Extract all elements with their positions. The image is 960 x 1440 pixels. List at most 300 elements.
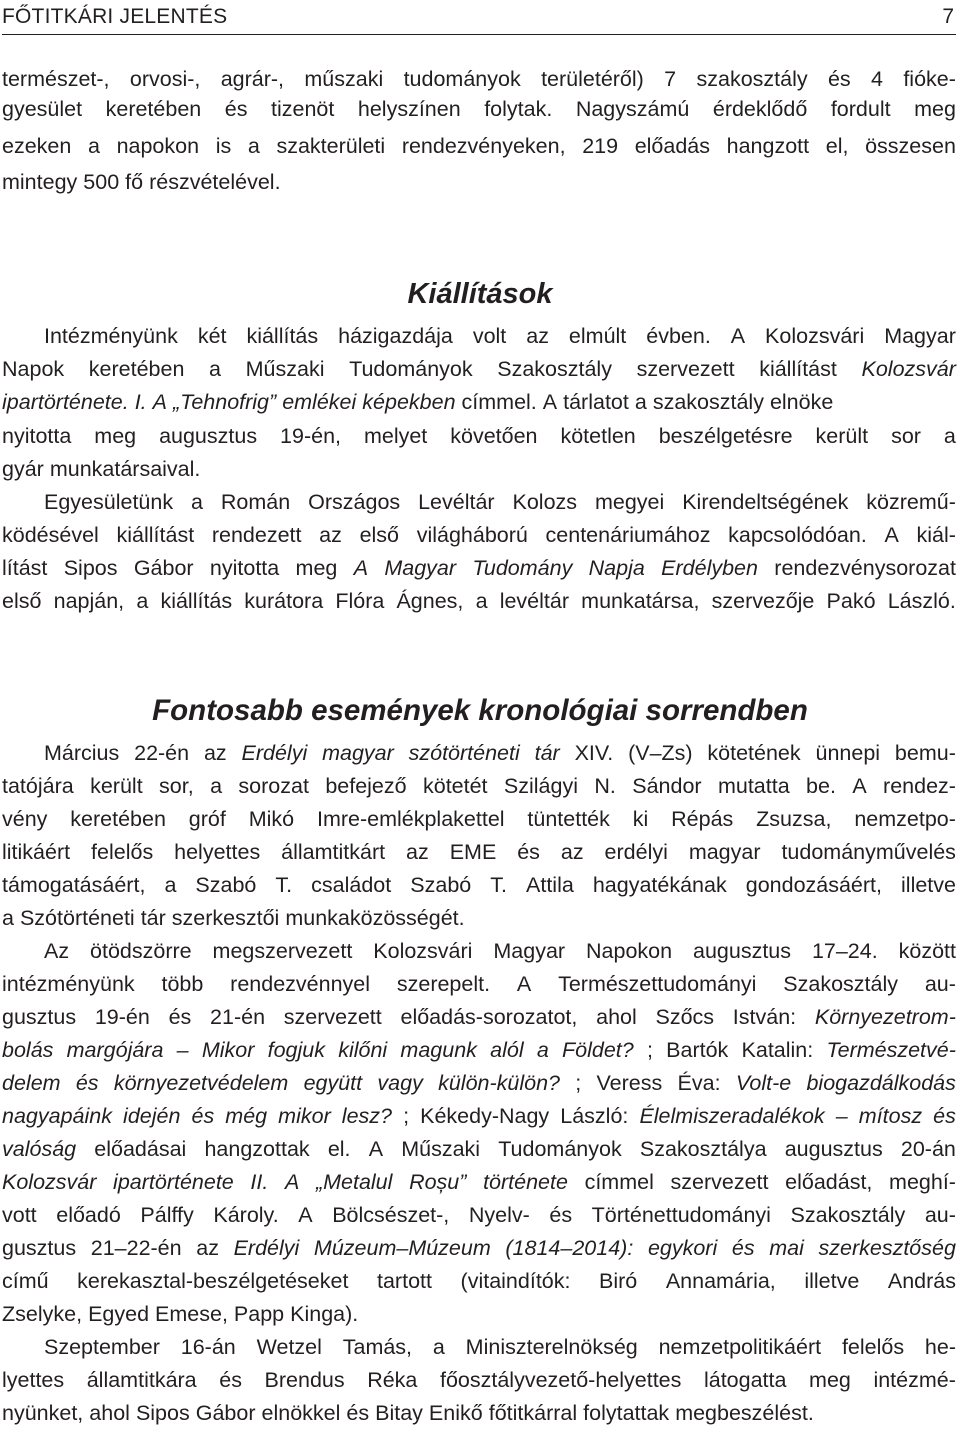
word: és bbox=[731, 1236, 755, 1260]
word: Erdélyben bbox=[661, 556, 758, 580]
word: Szilágyi bbox=[503, 774, 578, 798]
word: Pálffy bbox=[140, 1203, 194, 1227]
word: N. bbox=[594, 774, 616, 798]
word: ahol bbox=[89, 1401, 130, 1425]
word: kiállítást bbox=[759, 357, 837, 381]
word: szervezett bbox=[283, 1005, 382, 1029]
word: első bbox=[359, 523, 400, 547]
word: rendezvényeken, bbox=[401, 134, 566, 158]
word: nyünket, bbox=[2, 1401, 84, 1425]
word: előadás bbox=[634, 134, 711, 158]
word: ; bbox=[403, 1104, 410, 1128]
word: folytak. bbox=[484, 97, 553, 121]
word: rendezett bbox=[211, 523, 302, 547]
word: keretében bbox=[70, 807, 166, 831]
word: gróf bbox=[188, 807, 226, 831]
word: Élelmiszeradalékok bbox=[639, 1104, 825, 1128]
word: természet-, bbox=[2, 67, 110, 91]
word: 22-én bbox=[134, 741, 190, 765]
word: főtitkárral bbox=[488, 1401, 578, 1425]
word: szakterületi bbox=[276, 134, 386, 158]
word: munkaközösségét. bbox=[285, 906, 465, 930]
word: évben. bbox=[646, 324, 711, 348]
text-line bbox=[2, 354, 956, 384]
text-line bbox=[2, 1134, 956, 1164]
word: magyar bbox=[688, 840, 761, 864]
word: lítást bbox=[2, 556, 48, 580]
word: környezetvédelem bbox=[113, 1071, 289, 1095]
word: az bbox=[526, 324, 549, 348]
word: Roșu” bbox=[409, 1170, 467, 1194]
text-line bbox=[44, 321, 956, 351]
text-line bbox=[2, 1068, 956, 1098]
word: szakosztály bbox=[696, 67, 808, 91]
word: el, bbox=[825, 134, 849, 158]
word: szervezett bbox=[636, 357, 735, 381]
word: érdeklődő bbox=[712, 97, 808, 121]
word: András bbox=[887, 1269, 956, 1293]
word: és bbox=[517, 840, 540, 864]
word: Kolozs bbox=[512, 490, 578, 514]
word: A bbox=[298, 1203, 313, 1227]
word: augusztus bbox=[784, 1137, 883, 1161]
word: meg bbox=[914, 97, 956, 121]
word: A bbox=[284, 1170, 300, 1194]
word: erdélyi bbox=[604, 840, 668, 864]
word: beszélgetésre bbox=[658, 424, 793, 448]
word: A bbox=[516, 972, 532, 996]
word: előadásai bbox=[94, 1137, 187, 1161]
word: levéltár bbox=[499, 589, 569, 613]
word: Földet? bbox=[562, 1038, 634, 1062]
word: 500 bbox=[83, 170, 120, 194]
word: Miniszterelnökség bbox=[465, 1335, 638, 1359]
word: László: bbox=[560, 1104, 629, 1128]
word: 21–22-én bbox=[90, 1236, 182, 1260]
word: Attila bbox=[526, 873, 574, 897]
word: kurátora bbox=[244, 589, 324, 613]
word: emlékei bbox=[282, 390, 357, 414]
word: tartott bbox=[377, 1269, 432, 1293]
word: intézmé- bbox=[873, 1368, 956, 1392]
header-title: FŐTITKÁRI JELENTÉS bbox=[2, 5, 228, 28]
word: területéről) bbox=[541, 67, 644, 91]
word: Biró bbox=[599, 1269, 638, 1293]
word: margójára bbox=[66, 1038, 164, 1062]
word: megszervezett bbox=[212, 939, 353, 963]
word: augusztus bbox=[693, 939, 792, 963]
word: világháború bbox=[416, 523, 528, 547]
word: Annamária, bbox=[665, 1269, 776, 1293]
word: több bbox=[161, 972, 204, 996]
word: meg bbox=[94, 424, 137, 448]
word: A bbox=[368, 1137, 384, 1161]
text-line bbox=[2, 870, 956, 900]
word: elnöke bbox=[769, 390, 834, 414]
word: Történettudományi bbox=[591, 1203, 771, 1227]
text-line bbox=[2, 1035, 956, 1065]
word: látogatta bbox=[703, 1368, 787, 1392]
word: befejező bbox=[325, 774, 407, 798]
word: Természetvé- bbox=[826, 1038, 956, 1062]
word: szervezett bbox=[670, 1170, 769, 1194]
word: Bitay bbox=[375, 1401, 423, 1425]
text-line bbox=[44, 1332, 956, 1362]
text-line bbox=[2, 1398, 956, 1428]
word: Szakosztály bbox=[497, 357, 612, 381]
word: 4 bbox=[871, 67, 883, 91]
word: Nagyszámú bbox=[575, 97, 690, 121]
word: mutatta bbox=[717, 774, 790, 798]
word: felelős bbox=[841, 1335, 905, 1359]
word: felelős bbox=[91, 840, 154, 864]
word: Szabó bbox=[410, 873, 472, 897]
word: A bbox=[353, 556, 369, 580]
word: című bbox=[2, 1269, 49, 1293]
word: Kolozsvári bbox=[765, 324, 865, 348]
word: el. bbox=[327, 1137, 351, 1161]
word: Brendus bbox=[264, 1368, 345, 1392]
word: két bbox=[197, 324, 227, 348]
word: tizenöt bbox=[271, 97, 335, 121]
word: Kinga). bbox=[290, 1302, 359, 1326]
word: mintegy bbox=[2, 170, 78, 194]
word: „Tehnofrig” bbox=[173, 390, 277, 414]
word: magunk bbox=[400, 1038, 477, 1062]
word: Természettudományi bbox=[558, 972, 757, 996]
word: Bölcsészet-, bbox=[332, 1203, 450, 1227]
word: nagyapáink bbox=[2, 1104, 112, 1128]
word: agrár-, bbox=[220, 67, 285, 91]
word: is bbox=[215, 134, 232, 158]
word: Intézményünk bbox=[44, 324, 178, 348]
word: A bbox=[152, 390, 167, 414]
word: munkatársaival. bbox=[49, 457, 201, 481]
word: az bbox=[406, 840, 429, 864]
word: kötetének bbox=[707, 741, 801, 765]
word: – bbox=[176, 1038, 189, 1062]
word: még bbox=[225, 1104, 268, 1128]
word: a bbox=[87, 134, 100, 158]
word: szerkesztőség bbox=[818, 1236, 956, 1260]
word: és bbox=[224, 97, 248, 121]
word: kerekasztal-beszélgetéseket bbox=[77, 1269, 349, 1293]
word: Ágnes, bbox=[396, 589, 464, 613]
word: Volt-e bbox=[735, 1071, 792, 1095]
word: összesen bbox=[865, 134, 956, 158]
word: képekben bbox=[362, 390, 456, 414]
word: Mikor bbox=[201, 1038, 255, 1062]
word: az bbox=[203, 741, 227, 765]
word: kötetét bbox=[422, 774, 488, 798]
word: története bbox=[483, 1170, 568, 1194]
word: tüntették bbox=[527, 807, 610, 831]
text-line bbox=[2, 1002, 956, 1032]
word: magyar bbox=[322, 741, 394, 765]
word: a bbox=[210, 774, 223, 798]
word: delem bbox=[2, 1071, 61, 1095]
word: nemzetpo- bbox=[854, 807, 956, 831]
word: a bbox=[136, 589, 149, 613]
word: biogazdálkodás bbox=[806, 1071, 956, 1095]
word: tudományművelés bbox=[781, 840, 956, 864]
text-line bbox=[2, 1101, 956, 1131]
word: kiállítás bbox=[246, 324, 319, 348]
text-line bbox=[2, 421, 956, 451]
word: T. bbox=[275, 873, 293, 897]
word: hagyatékának bbox=[592, 873, 727, 897]
word: elmúlt bbox=[568, 324, 627, 348]
word: Román bbox=[220, 490, 291, 514]
word: gondozásáért, bbox=[745, 873, 882, 897]
word: a bbox=[475, 589, 488, 613]
word: fordult bbox=[830, 97, 891, 121]
word: külön-külön? bbox=[438, 1071, 561, 1095]
word: ötödszörre bbox=[90, 939, 192, 963]
word: Wetzel bbox=[256, 1335, 322, 1359]
word: Erdélyi bbox=[233, 1236, 300, 1260]
word: ; bbox=[575, 1071, 582, 1095]
word: Nyelv- bbox=[468, 1203, 530, 1227]
word: vény bbox=[2, 807, 48, 831]
text-line bbox=[2, 1200, 956, 1230]
word: mikor bbox=[278, 1104, 331, 1128]
word: ahol bbox=[596, 1005, 637, 1029]
word: tárlatot bbox=[563, 390, 629, 414]
word: és bbox=[933, 1104, 956, 1128]
text-line bbox=[2, 1365, 956, 1395]
word: Sipos bbox=[63, 556, 118, 580]
word: kiál- bbox=[916, 523, 956, 547]
section-heading-kiallitasok: Kiállítások bbox=[407, 278, 553, 310]
text-line bbox=[2, 771, 956, 801]
word: bolás bbox=[2, 1038, 54, 1062]
text-line bbox=[2, 454, 956, 484]
word: Tudományok bbox=[498, 1137, 622, 1161]
word: főosztályvezető-helyettes bbox=[439, 1368, 682, 1392]
word: keretében bbox=[88, 357, 185, 381]
word: Magyar bbox=[384, 556, 457, 580]
word: Szakosztály bbox=[783, 972, 898, 996]
word: kiállítást bbox=[116, 523, 195, 547]
word: helyettes bbox=[174, 840, 261, 864]
word: 20-án bbox=[900, 1137, 956, 1161]
word: mítosz bbox=[858, 1104, 923, 1128]
word: meg bbox=[295, 556, 338, 580]
word: az bbox=[319, 523, 342, 547]
word: Múzeum–Múzeum bbox=[313, 1236, 491, 1260]
word: Gábor bbox=[195, 1401, 256, 1425]
word: Március bbox=[44, 741, 120, 765]
word: Levéltár bbox=[418, 490, 495, 514]
word: ünnepi bbox=[815, 741, 881, 765]
word: a bbox=[634, 390, 647, 414]
word: és bbox=[827, 67, 851, 91]
word: szótörténeti bbox=[408, 741, 520, 765]
word: II. bbox=[250, 1170, 269, 1194]
text-line bbox=[2, 553, 956, 583]
word: Tamás, bbox=[342, 1335, 413, 1359]
word: Műszaki bbox=[245, 357, 325, 381]
word: „Metalul bbox=[315, 1170, 393, 1194]
text-line bbox=[2, 94, 956, 124]
word: támogatásáért, bbox=[2, 873, 146, 897]
word: 19-én bbox=[94, 1005, 150, 1029]
word: vagy bbox=[377, 1071, 423, 1095]
text-line bbox=[2, 387, 956, 417]
text-line bbox=[2, 131, 956, 161]
word: a bbox=[209, 357, 222, 381]
word: egykori bbox=[647, 1236, 718, 1260]
word: a bbox=[943, 424, 956, 448]
word: István: bbox=[732, 1005, 797, 1029]
word: Napja bbox=[588, 556, 645, 580]
word: családot bbox=[311, 873, 392, 897]
text-line bbox=[2, 804, 956, 834]
word: kiállítás bbox=[160, 589, 233, 613]
word: ipartörténete. bbox=[2, 390, 129, 414]
word: megyei bbox=[594, 490, 665, 514]
word: és bbox=[191, 1104, 215, 1128]
word: – bbox=[835, 1104, 848, 1128]
word: Papp bbox=[233, 1302, 285, 1326]
word: centenáriumához bbox=[545, 523, 711, 547]
word: napján, bbox=[53, 589, 125, 613]
word: (vitaindítók: bbox=[460, 1269, 571, 1293]
word: Zsuzsa, bbox=[756, 807, 832, 831]
word: rendez- bbox=[883, 774, 956, 798]
word: szervezője bbox=[711, 589, 815, 613]
word: ipartörténete bbox=[113, 1170, 234, 1194]
word: I. bbox=[134, 390, 147, 414]
word: 7 bbox=[664, 67, 677, 91]
word: meghí- bbox=[889, 1170, 956, 1194]
word: 19-én, bbox=[280, 424, 341, 448]
word: szerkesztői bbox=[171, 906, 280, 930]
word: lyettes bbox=[2, 1368, 65, 1392]
word: sor, bbox=[159, 774, 194, 798]
text-line bbox=[2, 167, 956, 197]
word: intézményünk bbox=[2, 972, 135, 996]
word: közremű- bbox=[866, 490, 956, 514]
word: rendezvénysorozat bbox=[774, 556, 956, 580]
text-line bbox=[2, 837, 956, 867]
word: és bbox=[219, 1368, 242, 1392]
word: sorozat bbox=[238, 774, 309, 798]
text-line bbox=[2, 64, 956, 94]
word: és bbox=[549, 1203, 573, 1227]
word: kötetlen bbox=[560, 424, 636, 448]
word: hangzott bbox=[726, 134, 810, 158]
word: az bbox=[560, 840, 584, 864]
word: Réka bbox=[367, 1368, 418, 1392]
word: államtitkárt bbox=[281, 840, 386, 864]
word: került bbox=[815, 424, 869, 448]
word: elnökkel bbox=[261, 1401, 341, 1425]
word: napokon bbox=[116, 134, 200, 158]
word: Gábor bbox=[133, 556, 194, 580]
word: és bbox=[346, 1401, 370, 1425]
word: tatójára bbox=[2, 774, 74, 798]
word: Sándor bbox=[632, 774, 702, 798]
word: Mikó bbox=[248, 807, 295, 831]
word: folytattak bbox=[583, 1401, 670, 1425]
word: be. bbox=[806, 774, 836, 798]
text-line bbox=[2, 1299, 956, 1329]
text-line bbox=[2, 1233, 956, 1263]
word: házigazdája bbox=[338, 324, 453, 348]
word: került bbox=[90, 774, 143, 798]
word: részvételével. bbox=[149, 170, 281, 194]
word: gyesület bbox=[2, 97, 83, 121]
word: Szakosztálya bbox=[639, 1137, 767, 1161]
word: Szabó bbox=[195, 873, 257, 897]
word: a bbox=[164, 873, 177, 897]
word: tár bbox=[140, 906, 166, 930]
word: (V–Zs) bbox=[628, 741, 693, 765]
word: augusztus bbox=[159, 424, 258, 448]
word: Szakosztály bbox=[790, 1203, 906, 1227]
word: követően bbox=[450, 424, 538, 448]
word: volt bbox=[472, 324, 507, 348]
word: Kirendeltségének bbox=[682, 490, 849, 514]
word: első bbox=[2, 589, 42, 613]
word: Bartók bbox=[666, 1038, 729, 1062]
word: a bbox=[2, 906, 14, 930]
text-line bbox=[2, 1167, 956, 1197]
word: előadás-sorozatot, bbox=[400, 1005, 578, 1029]
word: előadást, bbox=[785, 1170, 873, 1194]
word: Műszaki bbox=[401, 1137, 481, 1161]
word: Veress bbox=[596, 1071, 663, 1095]
word: között bbox=[898, 939, 956, 963]
word: 17–24. bbox=[811, 939, 878, 963]
word: előadó bbox=[56, 1203, 121, 1227]
text-line bbox=[44, 936, 956, 966]
word: fióke- bbox=[903, 67, 956, 91]
word: Imre-emlékplakettel bbox=[316, 807, 505, 831]
word: 219 bbox=[582, 134, 619, 158]
word: Szőcs bbox=[655, 1005, 715, 1029]
word: a bbox=[191, 490, 203, 514]
word: nyitotta bbox=[2, 424, 72, 448]
word: nemzetpolitikáért bbox=[658, 1335, 822, 1359]
word: Napokon bbox=[586, 939, 673, 963]
word: a bbox=[247, 134, 260, 158]
word: alól bbox=[490, 1038, 524, 1062]
word: T. bbox=[490, 873, 507, 897]
word: au- bbox=[924, 1203, 956, 1227]
word: A bbox=[542, 390, 558, 414]
word: Répás bbox=[671, 807, 734, 831]
word: Tudományok bbox=[349, 357, 473, 381]
word: Országos bbox=[308, 490, 401, 514]
word: ki bbox=[632, 807, 649, 831]
word: orvosi-, bbox=[129, 67, 201, 91]
word: kapcsolódóan. bbox=[728, 523, 867, 547]
word: Éva: bbox=[677, 1071, 721, 1095]
word: 16-án bbox=[180, 1335, 236, 1359]
word: fogjuk bbox=[267, 1038, 325, 1062]
word: Károly. bbox=[213, 1203, 279, 1227]
word: meg bbox=[809, 1368, 851, 1392]
text-line bbox=[2, 586, 956, 616]
word: az bbox=[196, 1236, 219, 1260]
word: XIV. bbox=[574, 741, 614, 765]
word: illetve bbox=[804, 1269, 860, 1293]
word: A bbox=[884, 523, 899, 547]
word: Pakó bbox=[826, 589, 876, 613]
